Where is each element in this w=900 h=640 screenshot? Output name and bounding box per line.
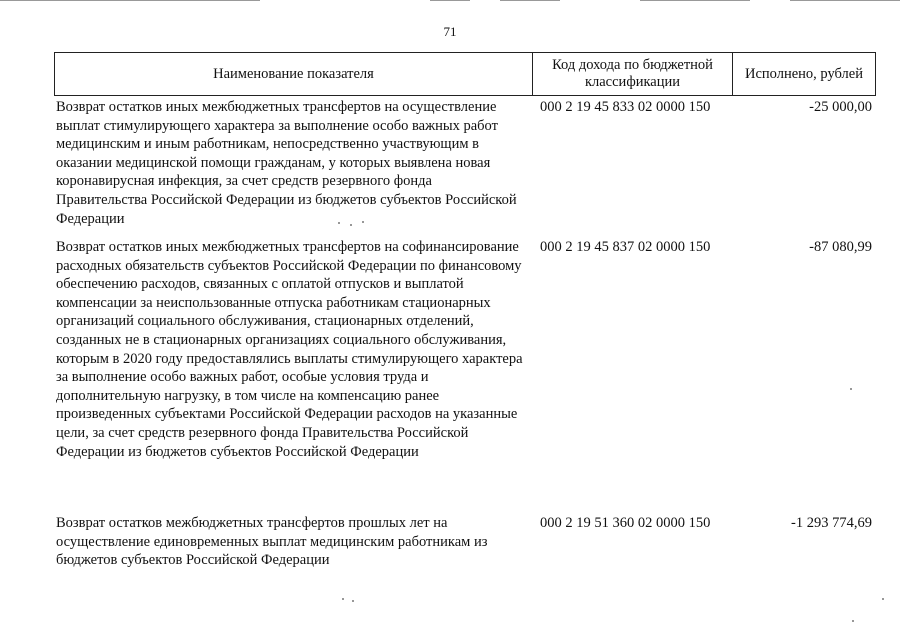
scan-edge-line — [640, 0, 750, 1]
header-code: Код дохода по бюджетной классификации — [533, 53, 733, 95]
row-code: 000 2 19 45 837 02 0000 150 — [540, 239, 711, 255]
row-code: 000 2 19 51 360 02 0000 150 — [540, 515, 711, 531]
scan-speck — [850, 388, 852, 390]
page-number: 71 — [443, 24, 457, 39]
scan-speck — [882, 598, 884, 600]
scan-speck — [352, 600, 354, 602]
row-amount: -87 080,99 — [809, 239, 872, 255]
scan-edge-line — [500, 0, 560, 1]
table-row — [56, 514, 876, 570]
scan-speck — [342, 598, 344, 600]
header-amount: Исполнено, рублей — [745, 65, 863, 82]
header-name: Наименование показателя — [55, 53, 533, 95]
scan-speck — [338, 222, 340, 224]
table-row — [56, 98, 876, 228]
scan-edge-line — [790, 0, 900, 1]
scan-speck — [350, 224, 352, 226]
table-row — [56, 238, 876, 461]
row-code: 000 2 19 45 833 02 0000 150 — [540, 99, 711, 115]
row-name: Возврат остатков иных межбюджетных трансфертов на софинансирование расходных обязательств субъектов Российской Федерации по финансовому обеспечению расходов, связанных с оплатой отпусков и выплатой компенсации за неиспользованные отпуска работникам стационарных организаций социального обслуживания, стационарных отделений, созданных не в стационарных организациях социального обслуживания, которым в 2020 году предоставлялись выплаты стимулирующего характера за выполнение особо важных работ, особые условия труда и дополнительную нагрузку, в том числе на компенсацию ранее произведенных субъектами Российской Федерации расходов на указанные цели, за счет средств резервного фонда Правительства Российской Федерации из бюджетов субъектов Российской Федерации — [56, 239, 523, 460]
row-amount: -25 000,00 — [809, 99, 872, 115]
row-name: Возврат остатков иных межбюджетных трансфертов на осуществление выплат стимулирующего характера за выполнение особо важных работ медицинским и иным работникам, непосредственно участвующим в оказании медицинской помощи гражданам, у которых выявлена новая коронавирусная инфекция, за счет средств резервного фонда Правительства Российской Федерации из бюджетов субъектов Российской Федерации — [56, 99, 517, 227]
row-amount: -1 293 774,69 — [791, 515, 872, 531]
row-name: Возврат остатков межбюджетных трансфертов прошлых лет на осуществление единовременных выплат медицинским работникам из бюджетов субъектов Российской Федерации — [56, 515, 488, 569]
scan-speck — [852, 620, 854, 622]
scan-edge-line — [430, 0, 470, 1]
scan-speck — [362, 221, 364, 223]
table-header — [54, 52, 876, 96]
scan-edge-line — [0, 0, 260, 1]
